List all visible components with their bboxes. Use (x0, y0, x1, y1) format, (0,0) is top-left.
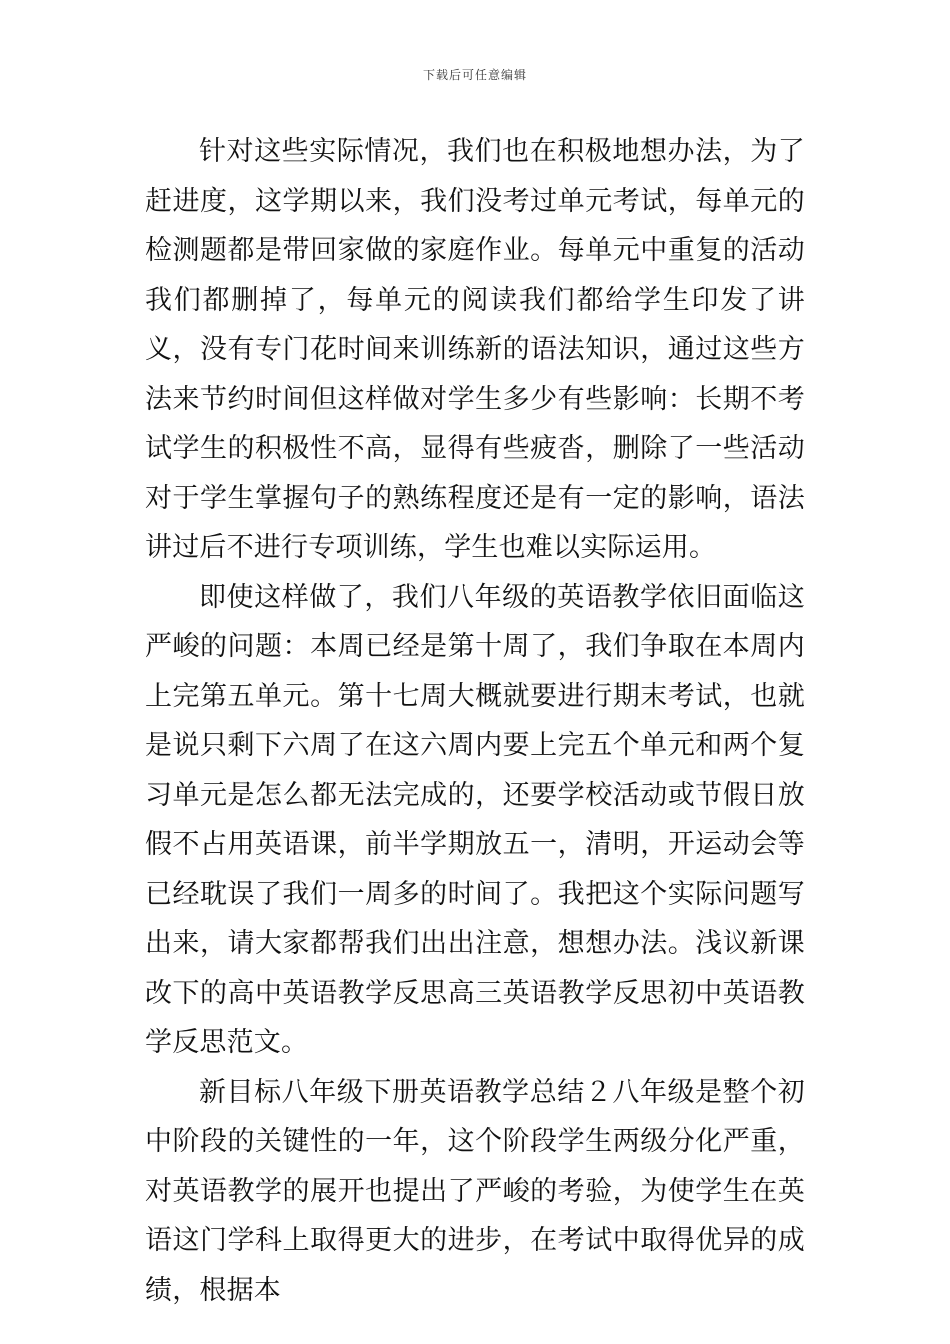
document-body (145, 127, 805, 1315)
page-header: 下载后可任意编辑 (422, 68, 527, 82)
paragraph-3: 新目标八年级下册英语教学总结２八年级是整个初中阶段的关键性的一年，这个阶段学生两级分化严重，对英语教学的展开也提出了严峻的考验，为使学生在英语这门学科上取得更大的进步，在考试中取得优异的成绩，根据本 (145, 1076, 805, 1306)
paragraph-1: 针对这些实际情况，我们也在积极地想办法，为了赶进度，这学期以来，我们没考过单元考试，每单元的检测题都是带回家做的家庭作业。每单元中重复的活动我们都删掉了，每单元的阅读我们都给学生印发了讲义，没有专门花时间来训练新的语法知识，通过这些方法来节约时间但这样做对学生多少有些影响：长期不考试学生的积极性不高，显得有些疲沓，删除了一些活动对于学生掌握句子的熟练程度还是有一定的影响，语法讲过后不进行专项训练，学生也难以实际运用。 (145, 136, 805, 563)
paragraph-2: 即使这样做了，我们八年级的英语教学依旧面临这严峻的问题：本周已经是第十周了，我们争取在本周内上完第五单元。第十七周大概就要进行期末考试，也就是说只剩下六周了在这六周内要上完五个单元和两个复习单元是怎么都无法完成的，还要学校活动或节假日放假不占用英语课，前半学期放五一，清明，开运动会等已经耽误了我们一周多的时间了。我把这个实际问题写出来，请大家都帮我们出出注意，想想办法。浅议新课改下的高中英语教学反思高三英语教学反思初中英语教学反思范文。 (145, 581, 805, 1058)
